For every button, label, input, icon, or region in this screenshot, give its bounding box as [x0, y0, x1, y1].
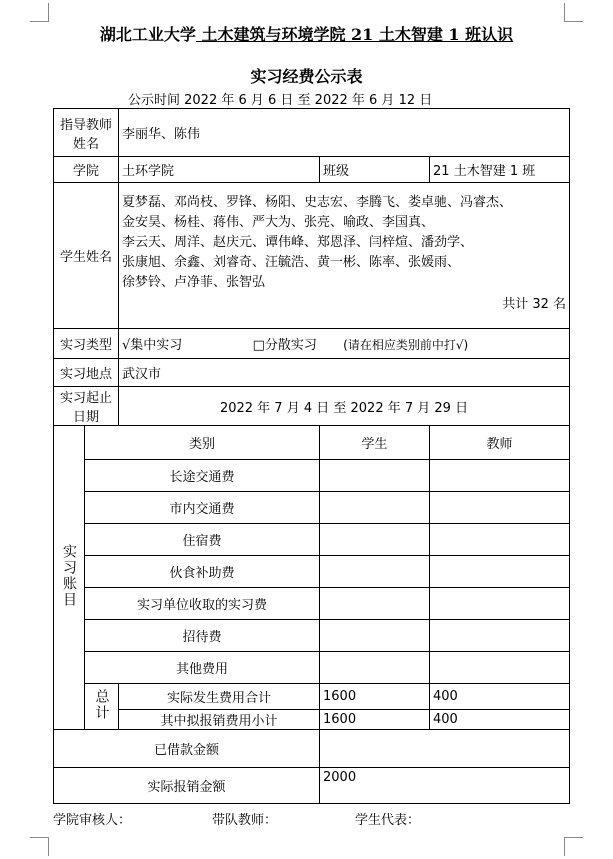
teacher-amount-cell	[430, 620, 570, 652]
table-row	[54, 524, 570, 556]
college-reviewer-signature: 学院审核人：	[53, 813, 132, 828]
table-row	[54, 588, 570, 620]
advisor-names: 李丽华、陈伟	[119, 109, 570, 157]
ledger-label-cell	[54, 426, 85, 730]
student-amount-cell	[320, 492, 430, 524]
table-row	[54, 684, 570, 710]
expense-table	[53, 108, 570, 804]
students-line: 金安昊、杨桂、蒋伟、严大为、张亮、喻政、李国真、	[122, 215, 435, 230]
page-corner-mark	[30, 837, 49, 856]
students-line: 李云天、周洋、赵庆元、谭伟峰、郑恩泽、闫梓煊、潘劲学、	[122, 235, 474, 250]
class-label: 班级	[320, 157, 430, 183]
lead-teacher-signature: 带队教师：	[212, 813, 278, 828]
title-university: 湖北工业大学	[99, 25, 196, 44]
college-value: 土环学院	[119, 157, 320, 183]
teacher-amount-cell: 400	[430, 684, 570, 710]
students-line: 夏梦磊、邓尚枝、罗锋、杨阳、史志宏、李腾飞、娄卓驰、冯睿杰、	[122, 195, 513, 210]
category-cell: 市内交通费	[85, 492, 320, 524]
student-amount-cell	[320, 524, 430, 556]
actual-reimburse-label: 实际报销金额	[54, 768, 320, 804]
actual-reimburse-amount: 2000	[320, 768, 570, 804]
college-label: 学院	[54, 157, 119, 183]
table-row	[54, 492, 570, 524]
student-count: 共计 32 名	[502, 297, 567, 312]
teacher-amount-cell	[430, 460, 570, 492]
borrowed-amount	[320, 730, 570, 768]
student-amount-cell: 1600	[320, 710, 430, 730]
students-label: 学生姓名	[54, 183, 119, 329]
category-cell: 其中拟报销费用小计	[119, 710, 320, 730]
students-line: 张康旭、余鑫、刘睿奇、汪毓浩、黄一彬、陈率、张媛雨、	[122, 255, 461, 270]
class-value: 21 土木智建 1 班	[430, 157, 570, 183]
student-amount-cell	[320, 460, 430, 492]
student-amount-cell	[320, 588, 430, 620]
category-cell: 其他费用	[85, 652, 320, 684]
teacher-amount-cell	[430, 588, 570, 620]
teacher-column-header: 教师	[430, 426, 570, 460]
student-amount-cell: 1600	[320, 684, 430, 710]
student-column-header: 学生	[320, 426, 430, 460]
advisor-label: 指导教师姓名	[54, 109, 119, 157]
total-label-cell	[85, 684, 119, 730]
table-row	[54, 710, 570, 730]
category-cell: 长途交通费	[85, 460, 320, 492]
category-cell: 住宿费	[85, 524, 320, 556]
dates-value: 2022 年 7 月 4 日 至 2022 年 7 月 29 日	[119, 387, 570, 426]
students-list	[119, 183, 570, 329]
internship-type-label: 实习类型	[54, 329, 119, 359]
student-amount-cell	[320, 652, 430, 684]
student-amount-cell	[320, 620, 430, 652]
internship-type-options	[119, 329, 570, 359]
category-cell: 实习单位收取的实习费	[85, 588, 320, 620]
title-college-class: 土木建筑与环境学院 21 土木智建 1 班认识	[195, 25, 514, 44]
category-header: 类别	[85, 426, 320, 460]
teacher-amount-cell	[430, 524, 570, 556]
publish-time: 公示时间 2022 年 6 月 6 日 至 2022 年 6 月 12 日	[128, 93, 433, 108]
category-cell: 实际发生费用合计	[119, 684, 320, 710]
borrowed-label: 已借款金额	[54, 730, 320, 768]
student-rep-signature: 学生代表：	[355, 813, 421, 828]
teacher-amount-cell	[430, 652, 570, 684]
location-value: 武汉市	[119, 359, 570, 387]
table-row	[54, 652, 570, 684]
teacher-amount-cell: 400	[430, 710, 570, 730]
student-amount-cell	[320, 556, 430, 588]
total-label: 总计	[93, 688, 110, 721]
category-cell: 伙食补助费	[85, 556, 320, 588]
type-scattered-checkbox[interactable]: □分散实习	[252, 338, 317, 353]
table-row	[54, 556, 570, 588]
category-cell: 招待费	[85, 620, 320, 652]
teacher-amount-cell	[430, 556, 570, 588]
document-subtitle: 实习经费公示表	[250, 67, 363, 86]
table-row	[54, 460, 570, 492]
type-note: (请在相应类别前中打√)	[343, 338, 469, 352]
teacher-amount-cell	[430, 492, 570, 524]
dates-label: 实习起止日期	[54, 387, 119, 426]
document-title	[0, 22, 613, 45]
page-corner-mark	[30, 3, 49, 22]
page-corner-mark	[564, 3, 583, 22]
students-line: 徐梦铃、卢净菲、张智弘	[122, 275, 266, 290]
ledger-label: 实习账目	[61, 543, 77, 608]
type-concentrated-checkbox[interactable]: √集中实习	[122, 338, 183, 353]
table-row	[54, 620, 570, 652]
page-corner-mark	[564, 837, 583, 856]
location-label: 实习地点	[54, 359, 119, 387]
